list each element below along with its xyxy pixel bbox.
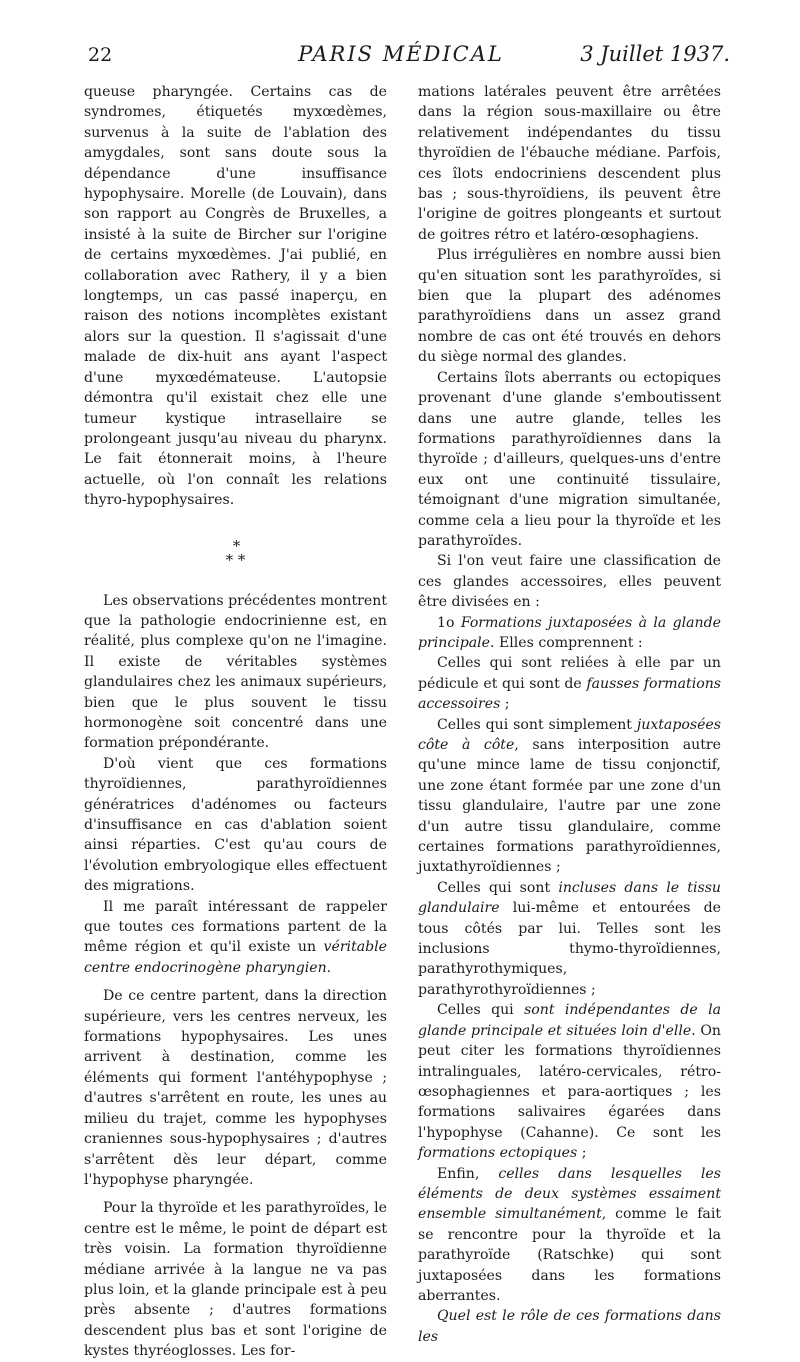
paragraph: Celles qui sont simplement juxtaposées côte à côte, sans interposition autre qu'une mince lame de tissu conjonctif, une zone étant formée par une zone d'un tissu glandulaire, l'autre par une zone d'un autre tissu glandulaire, comme certaines formations parathyroïdiennes, juxtathyroïdiennes ; — [418, 716, 721, 876]
paragraph: Il me paraît intéressant de rappeler que toutes ces formations partent de la même région et qu'il existe un véritable centre endocrinogène pharyngien. — [84, 898, 387, 976]
emphasis: incluses dans le tissu glandulaire — [418, 879, 722, 917]
paragraph: Enfin, celles dans lesquelles les éléments de deux systèmes essaiment ensemble simultanément, comme le fait se rencontre pour la thyroïde et la parathyroïde (Ratschke) qui sont juxtaposées dans les formations aberrantes. — [418, 1165, 721, 1304]
paragraph: queuse pharyngée. Certains cas de syndromes, étiquetés myxœdèmes, survenus à la suite de l'ablation des amygdales, sont sans doute sous la dépendance d'une insuffisance hypophysaire. Morelle (de Louvain), dans son rapport au Congrès de Bruxelles, a insisté à la suite de Bircher sur l'origine de certains myxœdèmes. J'ai publié, en collaboration avec Rathery, il y a bien longtemps, un cas passé inaperçu, en raison des notions incomplètes existant alors sur la question. Il s'agissait d'une malade de dix-huit ans ayant l'aspect d'une myxœdémateuse. L'autopsie démontra qu'il existait chez elle une tumeur kystique intrasellaire se prolongeant jusqu'au niveau du pharynx. Le fait étonnerait moins, à l'heure actuelle, où l'on connaît les relations thyro-hypophysaires. — [84, 84, 387, 509]
right-column — [418, 82, 721, 1347]
paragraph: Si l'on veut faire une classification de ces glandes accessoires, elles peuvent être divisées en : — [418, 553, 721, 611]
emphasis: Formations juxtaposées à la glande principale — [418, 614, 721, 651]
paragraph — [418, 1306, 721, 1347]
issue-date: 3 Juillet 1937. — [580, 42, 730, 66]
paragraph: Celles qui sont reliées à elle par un pédicule et qui sont de fausses formations accessoires ; — [418, 655, 722, 713]
emphasis: celles dans lesquelles les éléments de deux systèmes essaiment ensemble simultanément — [418, 1165, 721, 1223]
section-separator-asterism: * * * — [225, 536, 246, 569]
paragraph: Plus irrégulières en nombre aussi bien qu'en situation sont les parathyroïdes, si bien que la plupart des adénomes parathyroïdiens dans un assez grand nombre de cas ont été trouvés en dehors du siège normal des glandes. — [418, 247, 721, 366]
emphasis: formations ectopiques — [418, 1145, 578, 1162]
paragraph: De ce centre partent, dans la direction supérieure, vers les centres nerveux, les formations hypophysaires. Les unes arrivent à destination, comme les éléments qui forment l'antéhypophyse ; d'autres s'arrêtent en route, les unes au milieu du trajet, comme les hypophyses craniennes sous-hypophysaires ; d'autres s'arrêtent dès leur départ, comme l'hypophyse pharyngée. — [84, 988, 387, 1188]
paragraph: Pour la thyroïde et les parathyroïdes, le centre est le même, le point de départ est très voisin. La formation thyroïdienne médiane arrivée à la langue ne va pas plus loin, et la glande principale est à peu près absente ; d'autres formations descendent plus bas et sont l'origine de kystes thyréoglosses. Les for- — [84, 1200, 387, 1360]
paragraph: mations latérales peuvent être arrêtées dans la région sous-maxillaire ou être relativement indépendantes du tissu thyroïdien de l'ébauche médiane. Parfois, ces îlots endocriniens descendent plus bas ; sous-thyroïdiens, ils peuvent être l'origine de goitres plongeants et surtout de goitres rétro et latéro-œsophagiens. — [418, 84, 721, 243]
left-column — [84, 82, 387, 1362]
journal-title: PARIS MÉDICAL — [298, 42, 504, 66]
emphasis: fausses formations accessoires — [418, 675, 722, 713]
page-number: 22 — [88, 44, 113, 66]
emphasis: sont indépendantes de la glande principale et situées loin d'elle — [418, 1002, 722, 1039]
emphasis: Quel est le rôle de ces formations dans les — [418, 1308, 721, 1345]
paragraph: Les observations précédentes montrent que la pathologie endocrinienne est, en réalité, plus complexe qu'on ne l'imagine. Il existe de véritables systèmes glandulaires chez les animaux supérieurs, bien que le plus souvent le tissu hormonogène soit concentré dans une formation prépondérante. — [84, 592, 387, 752]
paragraph: D'où vient que ces formations thyroïdiennes, parathyroïdiennes génératrices d'adénomes ou facteurs d'insuffisance en cas d'ablation soient ainsi réparties. C'est qu'au cours de l'évolution embryologique elles effectuent des migrations. — [84, 755, 387, 895]
emphasis: juxtaposées côte à côte — [418, 716, 721, 753]
emphasis: véritable centre endocrinogène pharyngien — [84, 939, 387, 976]
paragraph: 1o Formations juxtaposées à la glande principale. Elles comprennent : — [418, 614, 721, 651]
paragraph: Celles qui sont indépendantes de la glande principale et situées loin d'elle. On peut citer les formations thyroïdiennes intralinguales, latéro-cervicales, rétro-œsophagiennes et para-aortiques ; les formations salivaires égarées dans l'hypophyse (Cahanne). Ce sont les formations ectopiques ; — [418, 1002, 722, 1162]
running-header — [72, 40, 730, 70]
paragraph: Certains îlots aberrants ou ectopiques provenant d'une glande s'emboutissent dans une autre glande, telles les formations parathyroïdiennes dans la thyroïde ; d'ailleurs, quelques-uns d'entre eux ont une continuité tissulaire, témoignant d'une migration simultanée, comme cela a lieu pour la thyroïde et les parathyroïdes. — [418, 369, 721, 549]
paragraph: Celles qui sont incluses dans le tissu glandulaire lui-même et entourées de tous côtés par lui. Telles sont les inclusions thymo-thyroïdiennes, parathyrothymiques, parathyrothyroïdiennes ; — [418, 879, 722, 998]
